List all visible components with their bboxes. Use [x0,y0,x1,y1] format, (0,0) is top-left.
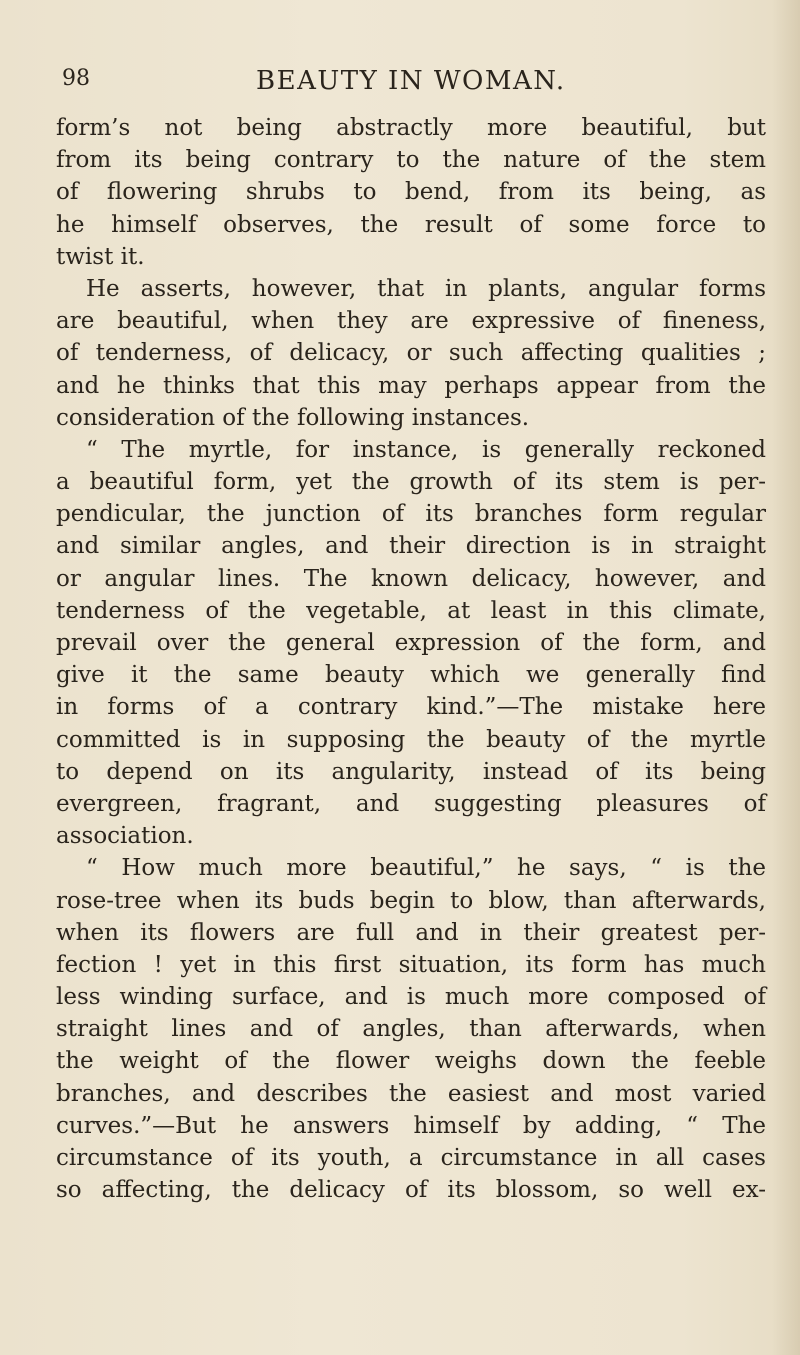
text-line: straight lines and of angles, than afterwards, when [56,1016,766,1043]
text-line: give it the same beauty which we generally find [56,662,766,689]
text-line: form’s not being abstractly more beautiful, but [56,115,766,141]
text-line: branches, and describes the easiest and most varied [56,1080,766,1107]
page-edge-shadow [772,0,800,1355]
text-line: and similar angles, and their direction is in straight [56,533,766,560]
text-line: twist it. [56,243,145,270]
text-line: of flowering shrubs to bend, from its being, as [56,179,766,206]
text-line: circumstance of its youth, a circumstance in all cases [56,1145,766,1171]
text-line: pendicular, the junction of its branches form regular [56,501,766,528]
running-head [62,66,762,106]
text-line: in forms of a contrary kind.”—The mistake here [56,694,766,721]
text-line: “ How much more beautiful,” he says, “ is the [86,855,766,882]
text-line: are beautiful, when they are expressive of fineness, [56,308,766,335]
body-text [56,112,766,1206]
text-line: prevail over the general expression of the form, and [56,630,766,656]
text-line: the weight of the flower weighs down the feeble [56,1048,766,1075]
text-line: he himself observes, the result of some force to [56,211,766,238]
text-line: so affecting, the delicacy of its blossom, so well ex- [56,1177,766,1204]
text-line: He asserts, however, that in plants, angular forms [86,275,766,302]
text-line: rose-tree when its buds begin to blow, than afterwards, [56,887,766,914]
text-line: to depend on its angularity, instead of its being [56,758,766,785]
text-line: and he thinks that this may perhaps appear from the [56,372,766,399]
text-line: “ The myrtle, for instance, is generally reckoned [86,436,766,463]
running-title: BEAUTY IN WOMAN. [256,66,566,96]
text-line: evergreen, fragrant, and suggesting pleasures of [56,790,766,817]
page-number: 98 [62,66,90,91]
text-line: less winding surface, and is much more composed of [56,984,766,1011]
text-line: of tenderness, of delicacy, or such affecting qualities ; [56,340,766,367]
text-line: fection ! yet in this first situation, its form has much [56,951,766,978]
text-line: curves.”—But he answers himself by adding, “ The [56,1112,766,1139]
text-line: consideration of the following instances. [56,404,530,431]
text-line: tenderness of the vegetable, at least in this climate, [56,597,766,624]
text-line: or angular lines. The known delicacy, however, and [56,565,766,592]
text-line: when its flowers are full and in their greatest per- [56,919,766,946]
text-line: association. [56,823,194,850]
text-line: committed is in supposing the beauty of the myrtle [56,726,766,753]
text-line: a beautiful form, yet the growth of its stem is per- [56,469,766,496]
text-line: from its being contrary to the nature of the stem [56,147,766,174]
